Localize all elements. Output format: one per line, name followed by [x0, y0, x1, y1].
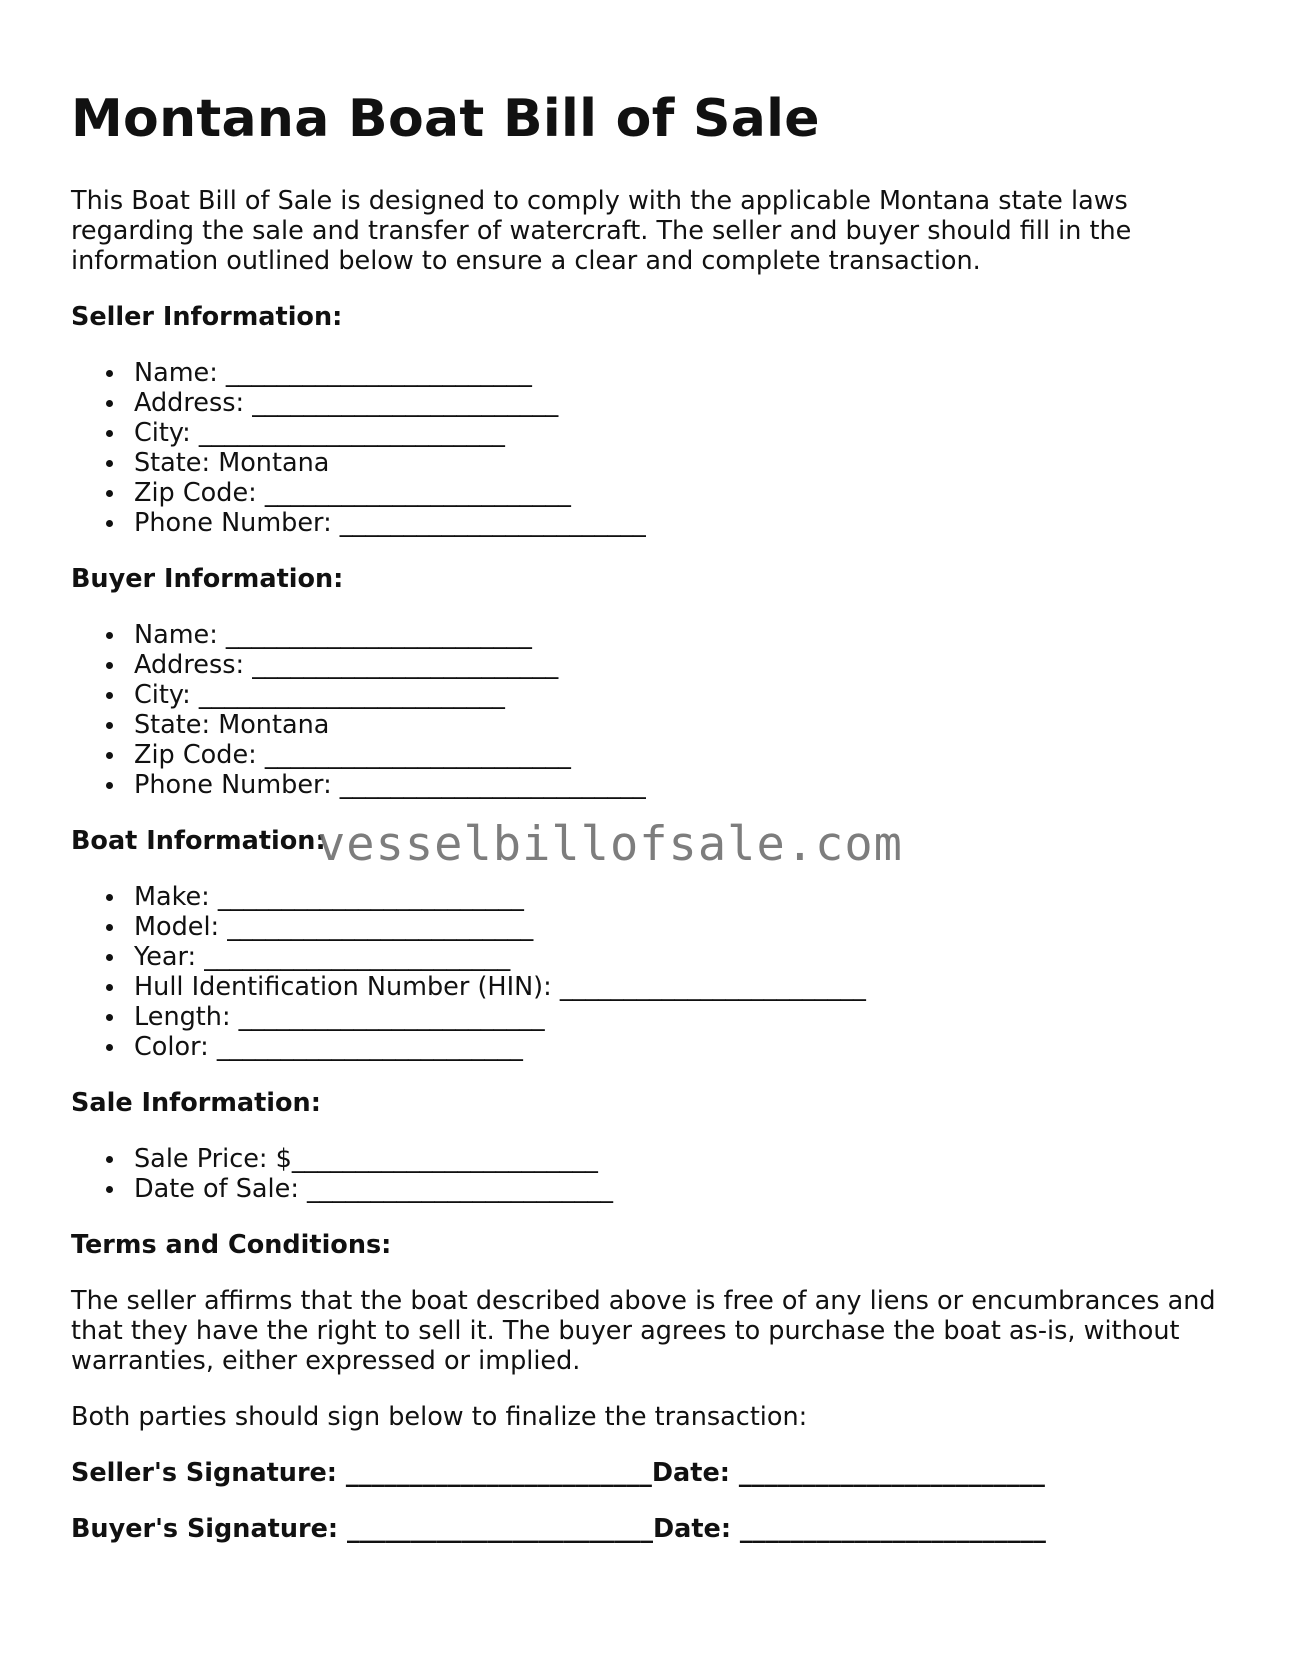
seller-zip-field: Zip Code: ________________________	[134, 478, 1231, 508]
sale-date-field: Date of Sale: ________________________	[134, 1174, 1231, 1204]
sale-price-field: Sale Price: $________________________	[134, 1144, 1231, 1174]
sale-section-heading: Sale Information:	[71, 1088, 321, 1118]
buyer-phone-field: Phone Number: ________________________	[134, 770, 1231, 800]
buyer-section-heading: Buyer Information:	[71, 564, 344, 594]
boat-length-field: Length: ________________________	[134, 1002, 1231, 1032]
buyer-address-field: Address: ________________________	[134, 650, 1231, 680]
terms-paragraph: The seller affirms that the boat described above is free of any liens or encumbrances and that they have the right to sell it. The buyer agrees to purchase the boat as-is, without warranties, either expressed or implied.	[71, 1286, 1216, 1376]
seller-state-field: State: Montana	[134, 448, 1231, 478]
seller-field-list	[71, 358, 1231, 538]
boat-year-field: Year: ________________________	[134, 942, 1231, 972]
seller-address-field: Address: ________________________	[134, 388, 1231, 418]
boat-color-field: Color: ________________________	[134, 1032, 1231, 1062]
sale-field-list	[71, 1144, 1231, 1204]
boat-hin-field: Hull Identification Number (HIN): ________________________	[134, 972, 1231, 1002]
buyer-field-list	[71, 620, 1231, 800]
watermark-text: vesselbillofsale.com	[317, 817, 903, 872]
intro-paragraph: This Boat Bill of Sale is designed to comply with the applicable Montana state laws regarding the sale and transfer of watercraft. The seller and buyer should fill in the information outlined below to ensure a clear and complete transaction.	[71, 186, 1132, 276]
seller-section-heading: Seller Information:	[71, 302, 343, 332]
buyer-name-field: Name: ________________________	[134, 620, 1231, 650]
buyer-city-field: City: ________________________	[134, 680, 1231, 710]
seller-name-field: Name: ________________________	[134, 358, 1231, 388]
seller-phone-field: Phone Number: ________________________	[134, 508, 1231, 538]
seller-city-field: City: ________________________	[134, 418, 1231, 448]
boat-section-heading: Boat Information:	[71, 826, 326, 856]
boat-make-field: Make: ________________________	[134, 882, 1231, 912]
sign-prompt: Both parties should sign below to finalize the transaction:	[71, 1402, 808, 1432]
buyer-signature-line: Buyer's Signature: ________________________Date: ________________________	[71, 1514, 1046, 1544]
buyer-zip-field: Zip Code: ________________________	[134, 740, 1231, 770]
terms-section-heading: Terms and Conditions:	[71, 1230, 392, 1260]
boat-model-field: Model: ________________________	[134, 912, 1231, 942]
buyer-state-field: State: Montana	[134, 710, 1231, 740]
page-title: Montana Boat Bill of Sale	[71, 89, 820, 149]
seller-signature-line: Seller's Signature: ________________________Date: ________________________	[71, 1458, 1045, 1488]
boat-field-list	[71, 882, 1231, 1062]
